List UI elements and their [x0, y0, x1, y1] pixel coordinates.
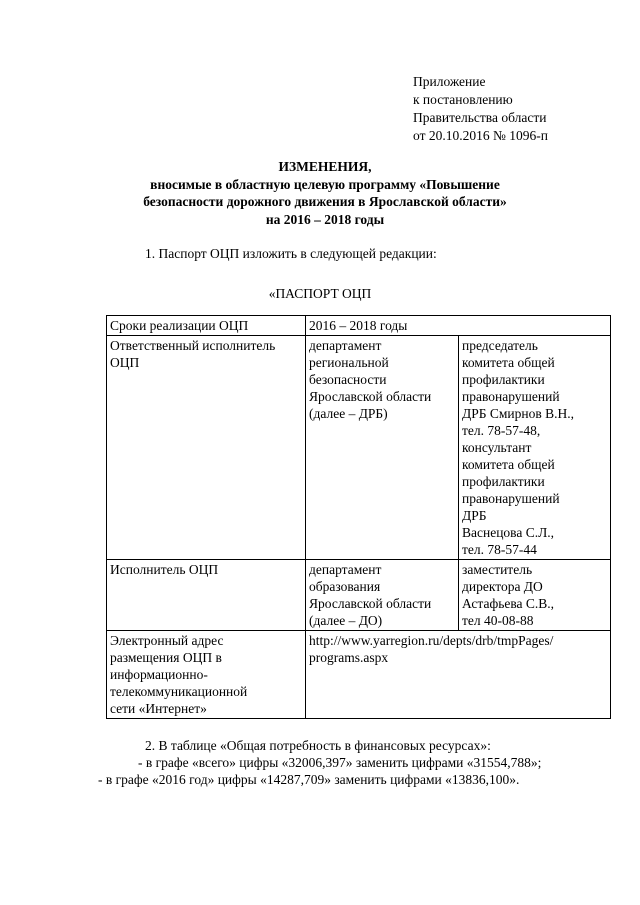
- row-contact-cell: [459, 336, 611, 560]
- row-contact-cell: [459, 560, 611, 631]
- appendix-block: [413, 73, 548, 145]
- row-label-cell: [107, 560, 306, 631]
- change-item: - в графе «2016 год» цифры «14287,709» заменить цифрами «13836,100».: [98, 772, 520, 787]
- row-url-cell: [306, 631, 611, 719]
- cell-text: информационно-: [110, 667, 208, 682]
- passport-title: «ПАСПОРТ ОЦП: [268, 286, 372, 301]
- cell-text: председатель: [462, 338, 538, 353]
- cell-text: профилактики: [462, 372, 545, 387]
- cell-text: ДРБ Смирнов В.Н.,: [462, 406, 574, 421]
- cell-text: (далее – ДО): [309, 613, 383, 628]
- cell-text: безопасности: [309, 372, 387, 387]
- url-text: programs.aspx: [309, 650, 389, 665]
- cell-text: 2016 – 2018 годы: [309, 318, 408, 333]
- heading-line: безопасности дорожного движения в Ярославской области»: [143, 194, 507, 209]
- row-label-cell: [107, 336, 306, 560]
- heading-line: на 2016 – 2018 годы: [265, 211, 385, 227]
- paragraph-1: 1. Паспорт ОЦП изложить в следующей редакции:: [145, 246, 437, 261]
- cell-text: директора ДО: [462, 579, 543, 594]
- cell-text: департамент: [309, 562, 382, 577]
- cell-text: образования: [309, 579, 381, 594]
- url-text: http://www.yarregion.ru/depts/drb/tmpPages/: [309, 633, 554, 648]
- cell-text: правонарушений: [462, 389, 560, 404]
- cell-text: (далее – ДРБ): [309, 406, 388, 421]
- cell-text: тел. 78-57-48,: [462, 423, 541, 438]
- cell-text: региональной: [309, 355, 389, 370]
- table-row: [107, 631, 611, 719]
- heading-title: ИЗМЕНЕНИЯ,: [278, 159, 372, 174]
- table-row: [107, 336, 611, 560]
- passport-table: [106, 315, 611, 719]
- cell-text: тел 40-08-88: [462, 613, 534, 628]
- appendix-line: Правительства области: [413, 110, 547, 125]
- appendix-line: к постановлению: [413, 92, 513, 107]
- cell-text: ДРБ: [462, 508, 487, 523]
- cell-text: Астафьева С.В.,: [462, 596, 555, 611]
- cell-text: департамент: [309, 338, 382, 353]
- row-value-cell: [306, 316, 611, 336]
- changes-block: [100, 737, 541, 788]
- cell-text: Ответственный исполнитель: [110, 338, 276, 353]
- paragraph-2: 2. В таблице «Общая потребность в финансовых ресурсах»:: [145, 738, 491, 753]
- appendix-line: Приложение: [413, 74, 486, 89]
- cell-text: Электронный адрес: [110, 633, 224, 648]
- cell-text: ОЦП: [110, 355, 140, 370]
- change-item: - в графе «всего» цифры «32006,397» заменить цифрами «31554,788»;: [138, 755, 542, 770]
- cell-text: Исполнитель ОЦП: [110, 562, 219, 577]
- cell-text: Васнецова С.Л.,: [462, 525, 555, 540]
- cell-text: сети «Интернет»: [110, 701, 207, 716]
- row-org-cell: [306, 560, 459, 631]
- cell-text: Ярославской области: [309, 389, 432, 404]
- heading-line: вносимые в областную целевую программу «Повышение: [150, 176, 500, 192]
- cell-text: Сроки реализации ОЦП: [110, 318, 249, 333]
- cell-text: консультант: [462, 440, 532, 455]
- cell-text: телекоммуникационной: [110, 684, 248, 699]
- row-label-cell: [107, 631, 306, 719]
- cell-text: Ярославской области: [309, 596, 432, 611]
- cell-text: правонарушений: [462, 491, 560, 506]
- cell-text: тел. 78-57-44: [462, 542, 537, 557]
- cell-text: комитета общей: [462, 355, 555, 370]
- document-heading: [110, 158, 540, 228]
- cell-text: заместитель: [462, 562, 533, 577]
- cell-text: профилактики: [462, 474, 545, 489]
- row-org-cell: [306, 336, 459, 560]
- appendix-line: от 20.10.2016 № 1096-п: [413, 128, 548, 143]
- table-row: [107, 316, 611, 336]
- table-row: [107, 560, 611, 631]
- cell-text: размещения ОЦП в: [110, 650, 222, 665]
- cell-text: комитета общей: [462, 457, 555, 472]
- row-label-cell: [107, 316, 306, 336]
